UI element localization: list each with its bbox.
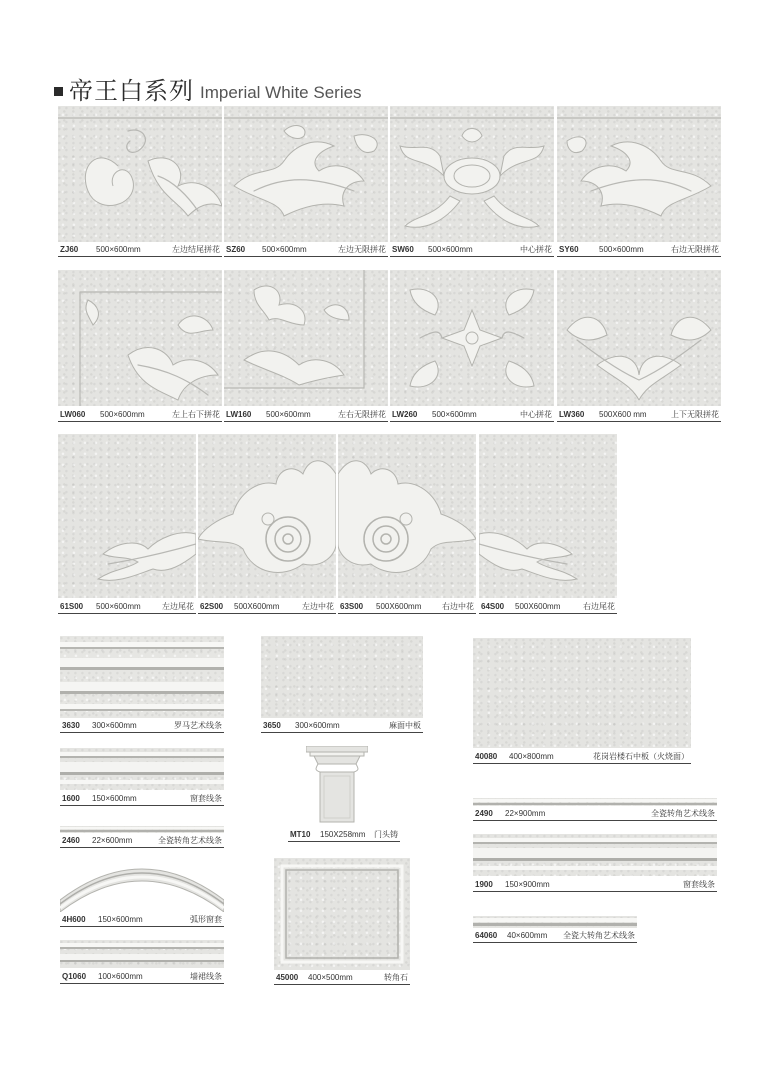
tile-lw060 [58, 270, 222, 406]
tile-1900 [473, 834, 717, 876]
arc-4h600 [60, 860, 224, 912]
caption-mt10: MT10 150X258mm 门头铸 [288, 828, 400, 842]
tile-45000 [274, 858, 410, 970]
caption-sz60: SZ60 500×600mm 左边无限拼花 [224, 243, 388, 257]
keystone-mt10 [306, 746, 368, 826]
roman-moulding-lines [60, 636, 224, 718]
arched-trim-icon [60, 860, 224, 912]
tile-sw60 [390, 106, 554, 242]
title-chinese: 帝王白系列 [69, 77, 194, 105]
corner-trim-moulding [60, 826, 224, 833]
tail-ornament-icon [58, 434, 196, 598]
caption-q1060: Q1060 100×600mm 墙裙线条 [60, 970, 224, 984]
tile-64s00 [479, 434, 617, 598]
star-flower-ornament-icon [390, 270, 554, 406]
corner-frame-ornament-icon [224, 270, 388, 406]
wainscot-moulding [60, 940, 224, 968]
bullet-square-icon [54, 87, 63, 96]
caption-lw160: LW160 500×600mm 左右无限拼花 [224, 408, 388, 422]
tile-3630 [60, 636, 224, 718]
swirl-ornament-icon [198, 434, 336, 598]
tile-63s00 [338, 434, 476, 598]
tile-2460 [60, 826, 224, 833]
tile-zj60 [58, 106, 222, 242]
page-title [54, 66, 362, 106]
tile-lw160 [224, 270, 388, 406]
tile-sy60 [557, 106, 721, 242]
caption-40080: 40080 400×800mm 花岗岩楼石中板（火烧面） [473, 750, 691, 764]
tail-ornament-icon [479, 434, 617, 598]
caption-64s00: 64S00 500X600mm 右边尾花 [479, 600, 617, 614]
corner-frame-ornament-icon [58, 270, 222, 406]
tile-lw260 [390, 270, 554, 406]
corner-trim-moulding [473, 798, 717, 806]
tile-3650 [261, 636, 423, 718]
caption-3650: 3650 300×600mm 麻面中板 [261, 719, 423, 733]
tile-2490 [473, 798, 717, 806]
tile-lw360 [557, 270, 721, 406]
tile-62s00 [198, 434, 336, 598]
tile-61s00 [58, 434, 196, 598]
caption-4h600: 4H600 150×600mm 弧形窗套 [60, 913, 224, 927]
tile-40080 [473, 638, 691, 748]
caption-2460: 2460 22×600mm 全瓷转角艺术线条 [60, 834, 224, 848]
caption-63s00: 63S00 500X600mm 右边中花 [338, 600, 476, 614]
tile-1600 [60, 748, 224, 790]
scroll-ornament-icon [58, 106, 222, 242]
caption-64060: 64060 40×600mm 全瓷大转角艺术线条 [473, 929, 637, 943]
caption-sy60: SY60 500×600mm 右边无限拼花 [557, 243, 721, 257]
caption-sw60: SW60 500×600mm 中心拼花 [390, 243, 554, 257]
tile-sz60 [224, 106, 388, 242]
caption-lw060: LW060 500×600mm 左上右下拼花 [58, 408, 222, 422]
panel-frame-icon [274, 858, 410, 970]
caption-45000: 45000 400×500mm 转角石 [274, 971, 410, 985]
caption-lw360: LW360 500X600 mm 上下无限拼花 [557, 408, 721, 422]
title-english: Imperial White Series [200, 83, 362, 102]
window-trim-moulding [473, 834, 717, 876]
leaf-ornament-icon [557, 270, 721, 406]
caption-62s00: 62S00 500X600mm 左边中花 [198, 600, 336, 614]
caption-lw260: LW260 500×600mm 中心拼花 [390, 408, 554, 422]
leaf-scroll-ornament-icon [557, 106, 721, 242]
swirl-ornament-icon [338, 434, 476, 598]
keystone-icon [306, 746, 368, 826]
medallion-ornament-icon [390, 106, 554, 242]
tile-64060 [473, 916, 637, 928]
window-trim-moulding [60, 748, 224, 790]
tile-q1060 [60, 940, 224, 968]
caption-2490: 2490 22×900mm 全瓷转角艺术线条 [473, 807, 717, 821]
caption-1900: 1900 150×900mm 窗套线条 [473, 878, 717, 892]
caption-3630: 3630 300×600mm 罗马艺术线条 [60, 719, 224, 733]
caption-1600: 1600 150×600mm 窗套线条 [60, 792, 224, 806]
corner-trim-moulding [473, 916, 637, 928]
leaf-scroll-ornament-icon [224, 106, 388, 242]
caption-61s00: 61S00 500×600mm 左边尾花 [58, 600, 196, 614]
caption-zj60: ZJ60 500×600mm 左边结尾拼花 [58, 243, 222, 257]
